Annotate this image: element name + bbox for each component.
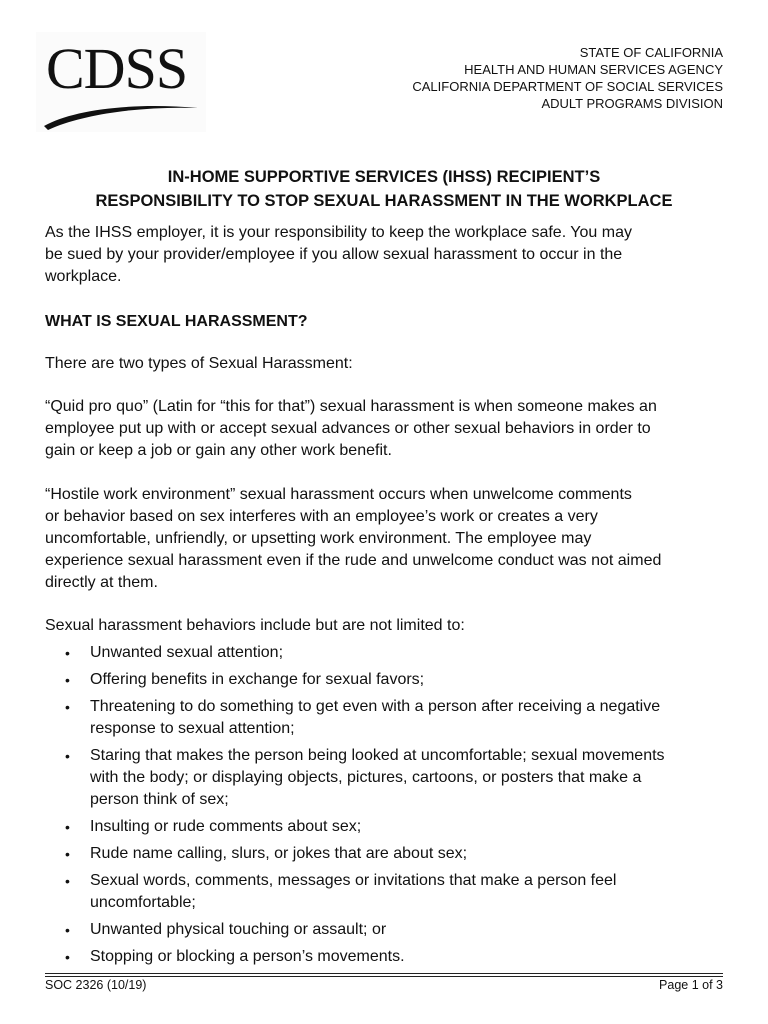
list-item [45, 696, 735, 740]
text-line: directly at them. [45, 574, 158, 591]
text-line: gain or keep a job or gain any other work benefit. [45, 442, 392, 459]
text-line: Offering benefits in exchange for sexual favors; [90, 671, 425, 688]
bullet-icon: • [65, 748, 70, 764]
title-line: IN-HOME SUPPORTIVE SERVICES (IHSS) RECIPIENT’S [167, 168, 601, 186]
page-number: Page 1 of 3 [659, 978, 723, 992]
text-line: Staring that makes the person being looked at uncomfortable; sexual movements [90, 747, 665, 764]
text-line: response to sexual attention; [90, 720, 295, 737]
text-line: with the body; or displaying objects, pictures, cartoons, or posters that make a [90, 769, 642, 786]
logo-text: CDSS [46, 36, 188, 101]
title-line: RESPONSIBILITY TO STOP SEXUAL HARASSMENT IN THE WORKPLACE [95, 192, 673, 210]
quid-pro-quo-paragraph [45, 396, 735, 462]
list-item [45, 669, 735, 691]
text-line: or behavior based on sex interferes with an employee’s work or creates a very [45, 508, 598, 525]
list-item [45, 843, 735, 865]
bullet-icon: • [65, 949, 70, 965]
bullet-icon: • [65, 846, 70, 862]
bullet-icon: • [65, 699, 70, 715]
list-item [45, 946, 735, 968]
text-line: be sued by your provider/employee if you allow sexual harassment to occur in the [45, 246, 623, 263]
bullet-icon: • [65, 922, 70, 938]
list-item [45, 870, 735, 914]
agency-block [412, 44, 723, 112]
text-line: person think of sex; [90, 791, 229, 808]
text-line: Stopping or blocking a person’s movements. [90, 948, 405, 965]
list-item [45, 642, 735, 664]
behaviors-intro: Sexual harassment behaviors include but are not limited to: [45, 617, 465, 634]
footer-divider [45, 973, 723, 974]
bullet-icon: • [65, 645, 70, 661]
cdss-logo [36, 32, 206, 132]
section-heading: WHAT IS SEXUAL HARASSMENT? [45, 313, 308, 330]
text-line: workplace. [45, 268, 122, 285]
text-line: Insulting or rude comments about sex; [90, 818, 362, 835]
list-item [45, 919, 735, 941]
text-line: “Quid pro quo” (Latin for “this for that”) sexual harassment is when someone makes an [45, 398, 657, 415]
text-line: Sexual words, comments, messages or invitations that make a person feel [90, 872, 617, 889]
text-line: “Hostile work environment” sexual harassment occurs when unwelcome comments [45, 486, 632, 503]
text-line: uncomfortable, unfriendly, or upsetting work environment. The employee may [45, 530, 592, 547]
logo-swoosh-icon [42, 96, 202, 132]
agency-line: HEALTH AND HUMAN SERVICES AGENCY [464, 62, 723, 77]
text-line: employee put up with or accept sexual advances or other sexual behaviors in order to [45, 420, 651, 437]
text-line: Unwanted sexual attention; [90, 644, 284, 661]
agency-line: STATE OF CALIFORNIA [579, 45, 723, 60]
footer-divider [45, 976, 723, 977]
intro-paragraph [45, 222, 735, 288]
text-line: uncomfortable; [90, 894, 196, 911]
text-line: Rude name calling, slurs, or jokes that are about sex; [90, 845, 468, 862]
agency-line: CALIFORNIA DEPARTMENT OF SOCIAL SERVICES [412, 79, 723, 94]
text-line: experience sexual harassment even if the rude and unwelcome conduct was not aimed [45, 552, 662, 569]
hostile-environment-paragraph [45, 484, 735, 594]
form-number: SOC 2326 (10/19) [45, 978, 147, 992]
behaviors-list [45, 642, 735, 973]
bullet-icon: • [65, 672, 70, 688]
document-title [0, 165, 768, 213]
text-line: As the IHSS employer, it is your responsibility to keep the workplace safe. You may [45, 224, 632, 241]
bullet-icon: • [65, 819, 70, 835]
agency-line: ADULT PROGRAMS DIVISION [541, 96, 723, 111]
list-item [45, 816, 735, 838]
text-line: Threatening to do something to get even with a person after receiving a negative [90, 698, 661, 715]
bullet-icon: • [65, 873, 70, 889]
types-intro: There are two types of Sexual Harassment: [45, 355, 353, 372]
list-item [45, 745, 735, 811]
text-line: Unwanted physical touching or assault; or [90, 921, 387, 938]
